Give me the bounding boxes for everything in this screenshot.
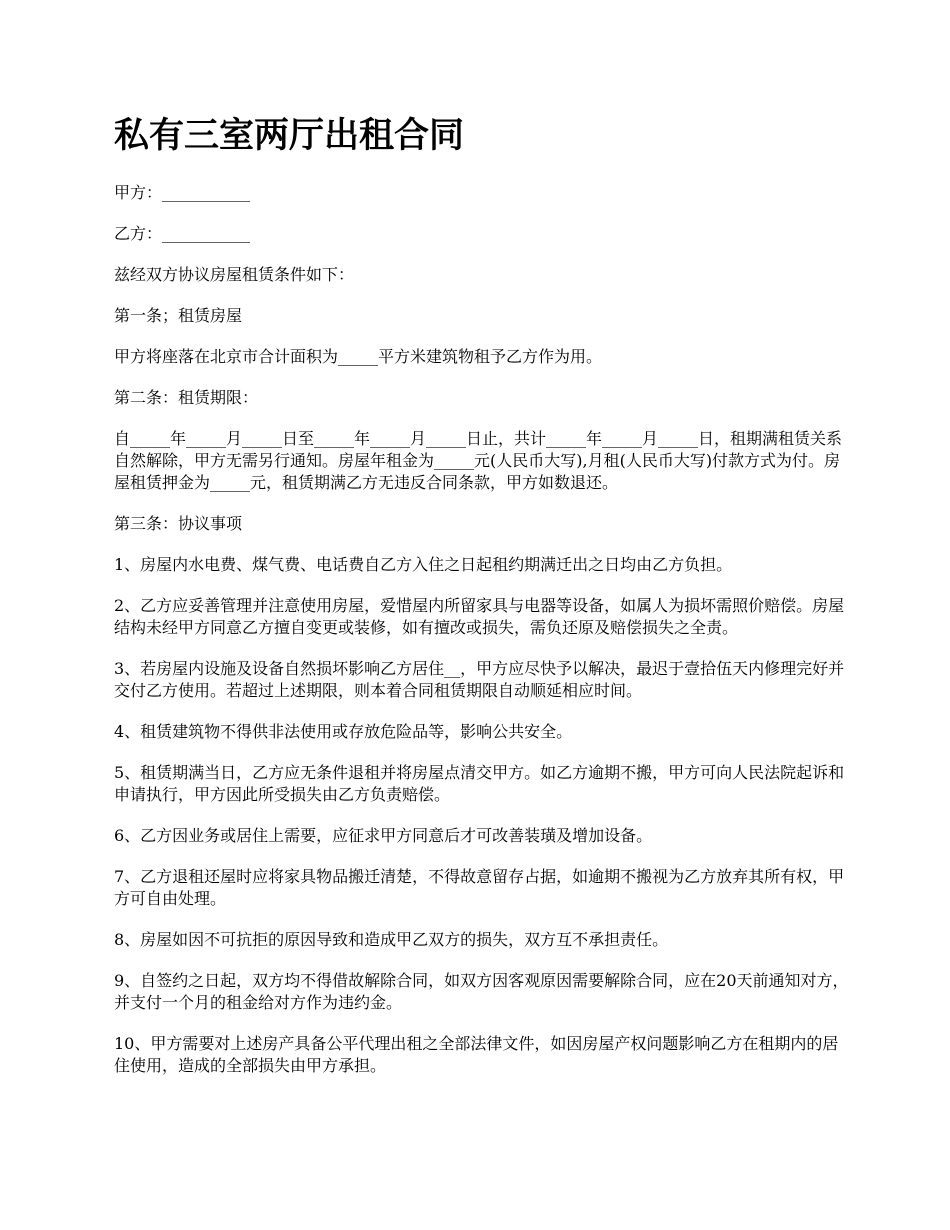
clause-6: 6、乙方因业务或居住上需要，应征求甲方同意后才可改善装璜及增加设备。 (114, 826, 653, 845)
clause-8: 8、房屋如因不可抗拒的原因导致和造成甲乙双方的损失，双方互不承担责任。 (114, 930, 669, 949)
article-3-heading: 第三条：协议事项 (114, 514, 243, 533)
clause-2: 2、乙方应妥善管理并注意使用房屋，爱惜屋内所留家具与电器等设备，如属人为损坏需照价赔偿。房屋结构未经甲方同意乙方擅自变更或装修，如有擅改或损失，需负还原及赔偿损失之全责。 (114, 596, 845, 637)
clause-1: 1、房屋内水电费、煤气费、电话费自乙方入住之日起租约期满迁出之日均由乙方负担。 (114, 555, 733, 574)
party-a-line: 甲方：___________ (114, 183, 251, 202)
clause-4: 4、租赁建筑物不得供非法使用或存放危险品等，影响公共安全。 (114, 722, 573, 741)
article-1-heading: 第一条；租赁房屋 (114, 306, 243, 325)
party-b-line: 乙方：___________ (114, 224, 251, 243)
intro-paragraph: 兹经双方协议房屋租赁条件如下： (114, 265, 355, 284)
document-page (114, 112, 854, 1096)
article-2-body: 自_____年_____月_____日至_____年_____月_____日止，共计_____年_____月_____日，租期满租赁关系自然解除，甲方无需另行通知。房屋年租金为_____元(人民币大写),月租(人民币大写)付款方式为付。房屋租赁押金为_____元，租赁期满乙方无违反合同条款，甲方如数退还。 (114, 429, 843, 492)
article-1-body: 甲方将座落在北京市合计面积为_____平方米建筑物租予乙方作为用。 (114, 347, 603, 366)
document-title: 私有三室两厅出租合同 (114, 116, 465, 156)
clause-10: 10、甲方需要对上述房产具备公平代理出租之全部法律文件，如因房屋产权问题影响乙方在租期内的居住使用，造成的全部损失由甲方承担。 (114, 1034, 839, 1075)
clause-5: 5、租赁期满当日，乙方应无条件退租并将房屋点清交甲方。如乙方逾期不搬，甲方可向人民法院起诉和申请执行，甲方因此所受损失由乙方负责赔偿。 (114, 763, 845, 804)
clause-7: 7、乙方退租还屋时应将家具物品搬迁清楚，不得故意留存占据，如逾期不搬视为乙方放弃其所有权，甲方可自由处理。 (114, 867, 845, 908)
clause-9: 9、自签约之日起，双方均不得借故解除合同，如双方因客观原因需要解除合同，应在20天前通知对方，并支付一个月的租金给对方作为违约金。 (114, 971, 849, 1012)
article-2-heading: 第二条：租赁期限： (114, 388, 259, 407)
clause-3: 3、若房屋内设施及设备自然损坏影响乙方居住__，甲方应尽快予以解决，最迟于壹拾伍天内修理完好并交付乙方使用。若超过上述期限，则本着合同租赁期限自动顺延相应时间。 (114, 659, 845, 700)
